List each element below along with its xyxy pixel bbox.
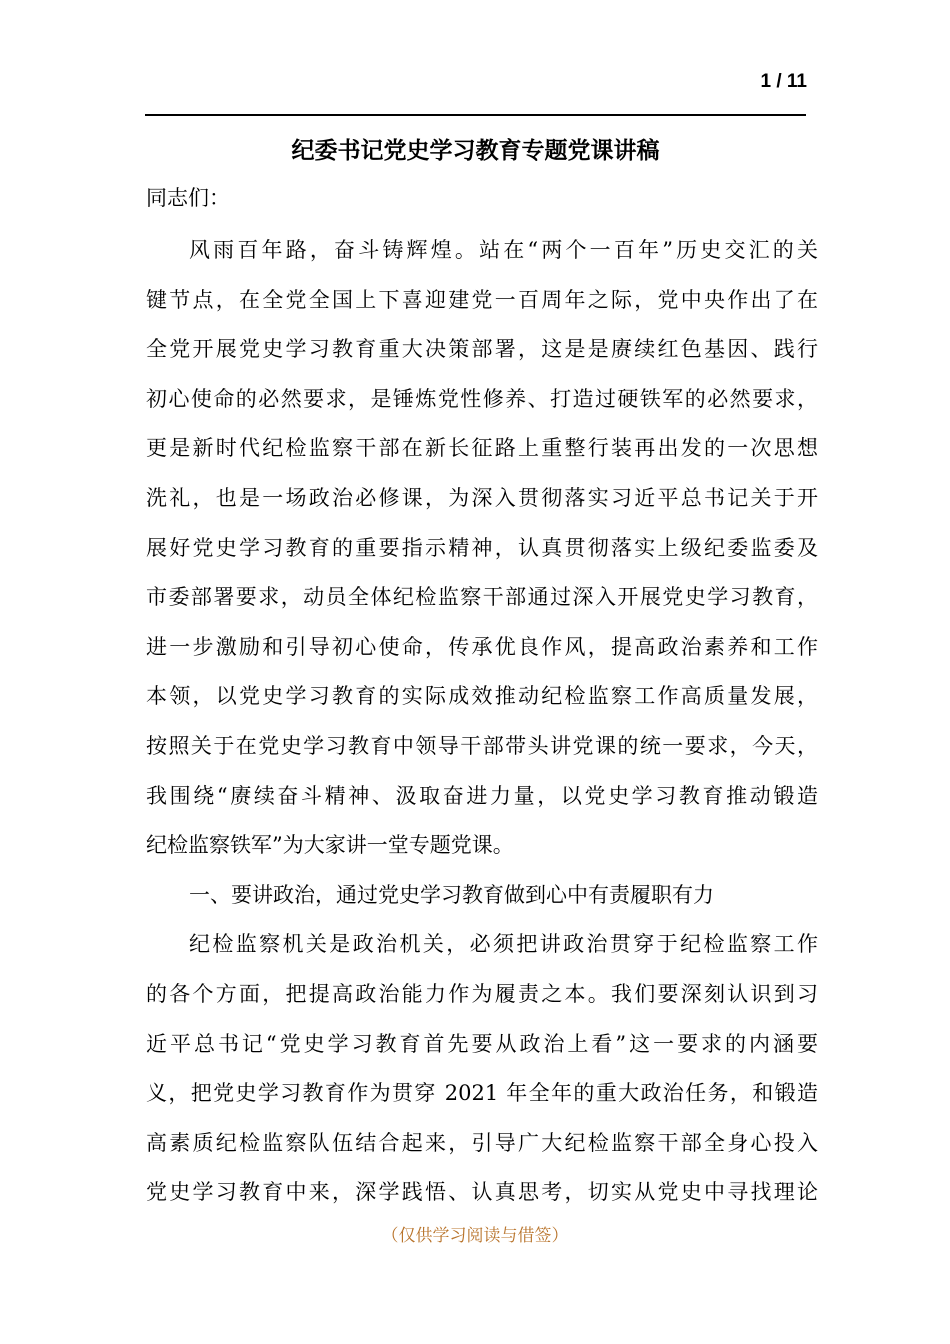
paragraph-line: 高素质纪检监察队伍结合起来，引导广大纪检监察干部全身心投入: [146, 1130, 818, 1155]
paragraph-line: 市委部署要求，动员全体纪检监察干部通过深入开展党史学习教育，: [146, 585, 818, 610]
paragraph-line: 展好党史学习教育的重要指示精神，认真贯彻落实上级纪委监委及: [146, 535, 818, 560]
paragraph-line: 风雨百年路，奋斗铸辉煌。站在“两个一百年”历史交汇的关: [189, 238, 818, 262]
footer-watermark: （仅供学习阅读与借签）: [381, 1226, 569, 1246]
paragraph-line: 的各个方面，把提高政治能力作为履责之本。我们要深刻认识到习: [146, 981, 818, 1006]
document-title: 纪委书记党史学习教育专题党课讲稿: [291, 138, 660, 164]
greeting: 同志们：: [146, 186, 230, 210]
paragraph-line: 义，把党史学习教育作为贯穿 2021 年全年的重大政治任务，和锻造: [146, 1081, 818, 1106]
document-body: [146, 230, 818, 1222]
header-divider: [145, 114, 806, 116]
paragraph-line: 洗礼，也是一场政治必修课，为深入贯彻落实习近平总书记关于开: [146, 485, 818, 510]
paragraph-line: 党史学习教育中来，深学践悟、认真思考，切实从党史中寻找理论: [146, 1180, 818, 1205]
page-number: 1 / 11: [760, 71, 807, 92]
paragraph-line: 进一步激励和引导初心使命，传承优良作风，提高政治素养和工作: [146, 634, 818, 659]
paragraph-line: 纪检监察机关是政治机关，必须把讲政治贯穿于纪检监察工作: [189, 932, 818, 957]
paragraph-line: 更是新时代纪检监察干部在新长征路上重整行装再出发的一次思想: [146, 436, 818, 461]
paragraph-line: 初心使命的必然要求，是锤炼党性修养、打造过硬铁军的必然要求，: [146, 386, 818, 411]
paragraph-line: 全党开展党史学习教育重大决策部署，这是是赓续红色基因、践行: [146, 337, 818, 362]
paragraph-line: 键节点，在全党全国上下喜迎建党一百周年之际，党中央作出了在: [146, 287, 818, 312]
paragraph-line: 按照关于在党史学习教育中领导干部带头讲党课的统一要求，今天，: [146, 733, 818, 758]
section-heading: 一、要讲政治，通过党史学习教育做到心中有责履职有力: [189, 882, 714, 907]
paragraph-line: 本领，以党史学习教育的实际成效推动纪检监察工作高质量发展，: [146, 684, 818, 709]
paragraph-line: 纪检监察铁军”为大家讲一堂专题党课。: [146, 833, 514, 858]
paragraph-line: 我围绕“赓续奋斗精神、汲取奋进力量，以党史学习教育推动锻造: [146, 783, 818, 808]
paragraph-line: 近平总书记“党史学习教育首先要从政治上看”这一要求的内涵要: [146, 1031, 818, 1056]
